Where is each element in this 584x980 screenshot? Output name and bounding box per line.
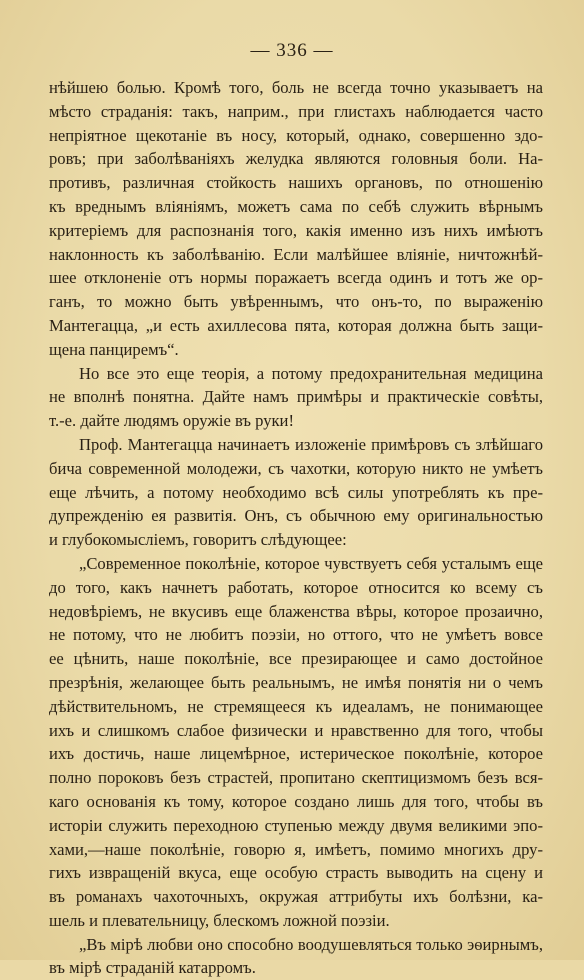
text-line: и глубокомысліемъ, говоритъ слѣдующее: — [49, 530, 347, 550]
text-line: каго основанія къ тому, которое создано лишь для того, чтобы въ — [49, 791, 543, 811]
text-line: „Современное поколѣніе, которое чувствуетъ себя усталымъ еще — [79, 553, 543, 573]
text-line: ихъ достичь, наше лицемѣрное, истерическое поколѣніе, которое — [49, 744, 543, 764]
text-line: наклонность къ заболѣванію. Если малѣйшее вліяніе, ничтожнѣй- — [49, 244, 543, 264]
text-line: не потому, что не любитъ поэзіи, но оттого, что не умѣетъ вовсе — [49, 625, 543, 645]
text-line: шель и плевательницу, блескомъ ложной поэзіи. — [49, 910, 390, 930]
text-line: презрѣнія, желающее быть реальнымъ, не имѣя понятія ни о чемъ — [49, 672, 543, 692]
text-line: къ вреднымъ вліяніямъ, можетъ сама по себѣ служить вѣрнымъ — [49, 196, 543, 216]
text-line: дѣйствительномъ, не стремящееся къ идеаламъ, не понимающее — [49, 696, 543, 716]
text-line: Но все это еще теорія, а потому предохранительная медицина — [79, 363, 543, 383]
text-line: дупрежденію ея развитія. Онъ, съ обычною ему оригинальностью — [49, 506, 543, 526]
text-line: до того, какъ начнетъ работать, которое относится ко всему съ — [49, 577, 543, 597]
text-line: въ мірѣ страданій катарромъ. — [49, 958, 256, 978]
text-line: бича современной молодежи, съ чахотки, которую никто не умѣетъ — [49, 458, 543, 478]
text-line: Проф. Мантегацца начинаетъ изложеніе примѣровъ съ злѣйшаго — [79, 434, 543, 454]
text-line: т.-е. дайте людямъ оружіе въ руки! — [49, 411, 294, 431]
text-line: противъ, различная стойкость нашихъ органовъ, по отношенію — [49, 173, 543, 193]
text-line: Мантегацца, „и есть ахиллесова пята, которая должна быть защи- — [49, 315, 543, 335]
text-line: ее цѣнить, наше поколѣніе, все презирающее и само достойное — [49, 649, 543, 669]
text-line: „Въ мірѣ любви оно способно воодушевляться только эѳирнымъ, — [79, 934, 543, 954]
text-line: нѣйшею болью. Кромѣ того, боль не всегда точно указываетъ на — [49, 78, 543, 97]
text-line: критеріемъ для распознанія того, какія именно изъ нихъ имѣютъ — [49, 220, 543, 240]
text-line: недовѣріемъ, не вкусивъ еще блаженства вѣры, которое прозаично, — [49, 601, 543, 621]
text-line: еще лѣчить, а потому необходимо всѣ силы употреблять къ пре- — [49, 482, 543, 502]
text-line: ихъ и слишкомъ слабое физически и нравственно для того, чтобы — [49, 720, 543, 740]
body-text — [49, 76, 543, 980]
page-number: — 336 — — [250, 40, 334, 61]
text-line: щена панциремъ“. — [49, 339, 179, 359]
text-line: не вполнѣ понятна. Дайте намъ примѣры и практическіе совѣты, — [49, 387, 543, 407]
text-line: ровъ; при заболѣваніяхъ желудка являются головныя боли. На- — [49, 149, 543, 169]
text-line: ганъ, то можно быть увѣреннымъ, что онъ-то, по выраженію — [49, 292, 543, 312]
text-line: въ романахъ чахоточныхъ, окружая аттрибуты ихъ болѣзни, ка- — [49, 887, 543, 907]
text-line: гихъ извращеній вкуса, еще особую страсть выводить на сцену и — [49, 863, 543, 883]
text-line: шее отклоненіе отъ нормы поражаетъ всегда одинъ и тотъ же ор- — [49, 268, 543, 288]
text-line: хами,—наше поколѣніе, говорю я, имѣетъ, помимо многихъ дру- — [49, 839, 543, 859]
text-line: полно пороковъ безъ страстей, пропитано скептицизмомъ безъ вся- — [49, 768, 543, 788]
text-line: исторіи служить переходною ступенью между двумя великими эпо- — [49, 815, 543, 835]
text-line: непріятное щекотаніе въ носу, который, однако, совершенно здо- — [49, 125, 543, 145]
text-line: мѣсто страданія: такъ, наприм., при глистахъ наблюдается часто — [49, 101, 543, 121]
